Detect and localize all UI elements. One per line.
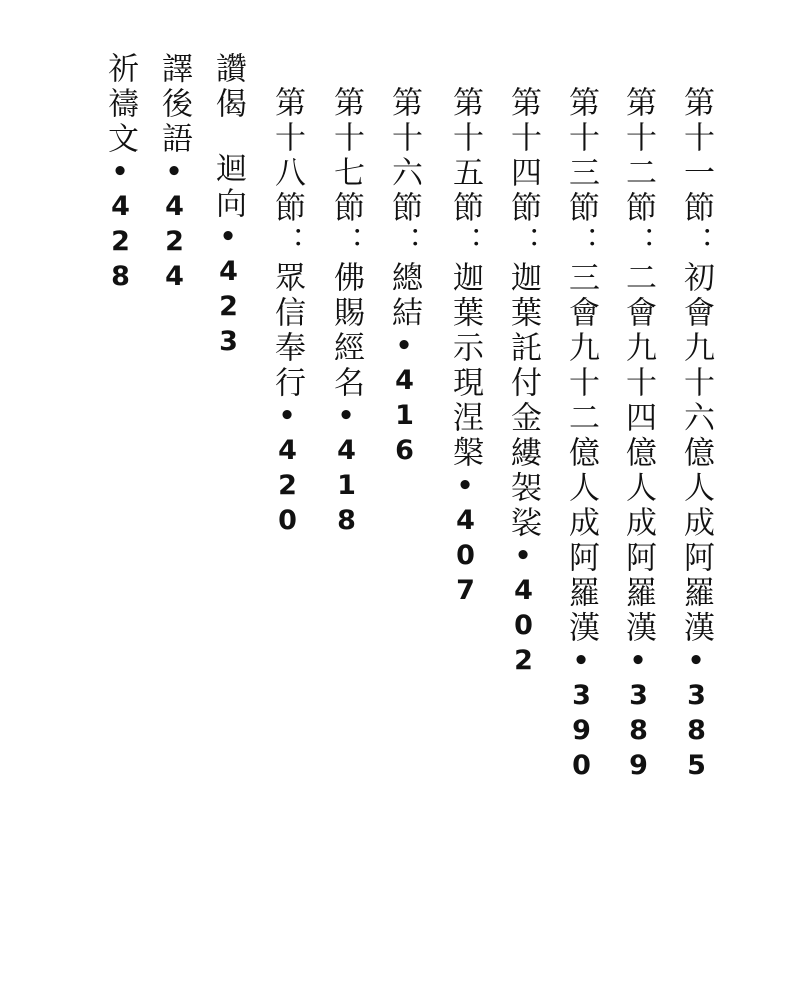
entry-separator: • (159, 157, 189, 191)
entry-page-number: 389 (623, 680, 654, 785)
toc-entry-section-16 (386, 86, 422, 470)
toc-entry-section-13 (563, 86, 599, 785)
entry-page-number: 420 (272, 435, 303, 540)
entry-separator: • (389, 331, 419, 365)
toc-entry-section-15 (447, 86, 483, 610)
entry-separator: • (272, 401, 302, 435)
entry-title: 第十七節：佛賜經名 (328, 86, 364, 401)
title-spacer (228, 122, 229, 152)
entry-title: 譯後語 (156, 52, 192, 157)
entry-title: 第十四節：迦葉託付金縷袈裟 (505, 86, 541, 541)
entry-page-number: 402 (508, 575, 539, 680)
entry-separator: • (105, 157, 135, 191)
entry-separator: • (450, 471, 480, 505)
toc-entry-section-11 (678, 86, 714, 785)
entry-page-number: 385 (681, 680, 712, 785)
entry-page-number: 416 (389, 365, 420, 470)
entry-title: 祈禱文 (102, 52, 138, 157)
toc-entry-prayer (102, 52, 138, 296)
entry-separator: • (213, 222, 243, 256)
entry-separator: • (508, 541, 538, 575)
entry-page-number: 428 (105, 191, 136, 296)
entry-page-number: 418 (331, 435, 362, 540)
toc-entry-translator-afterword (156, 52, 192, 296)
toc-entry-section-17 (328, 86, 364, 540)
toc-entry-praise-dedication (210, 52, 246, 361)
entry-title: 第十五節：迦葉示現涅槃 (447, 86, 483, 471)
toc-entry-section-18 (269, 86, 305, 540)
toc-entry-section-12 (620, 86, 656, 785)
entry-page-number: 390 (566, 680, 597, 785)
entry-title: 第十三節：三會九十二億人成阿羅漢 (563, 86, 599, 646)
entry-title: 第十二節：二會九十四億人成阿羅漢 (620, 86, 656, 646)
entry-separator: • (681, 646, 711, 680)
entry-title: 讚偈 (210, 52, 246, 122)
entry-page-number: 423 (213, 256, 244, 361)
entry-title: 第十一節：初會九十六億人成阿羅漢 (678, 86, 714, 646)
entry-page-number: 424 (159, 191, 190, 296)
entry-separator: • (623, 646, 653, 680)
entry-title-secondary: 迴向 (210, 152, 246, 222)
toc-entry-section-14 (505, 86, 541, 680)
entry-title: 第十六節：總結 (386, 86, 422, 331)
entry-separator: • (566, 646, 596, 680)
entry-page-number: 407 (450, 505, 481, 610)
entry-title: 第十八節：眾信奉行 (269, 86, 305, 401)
entry-separator: • (331, 401, 361, 435)
